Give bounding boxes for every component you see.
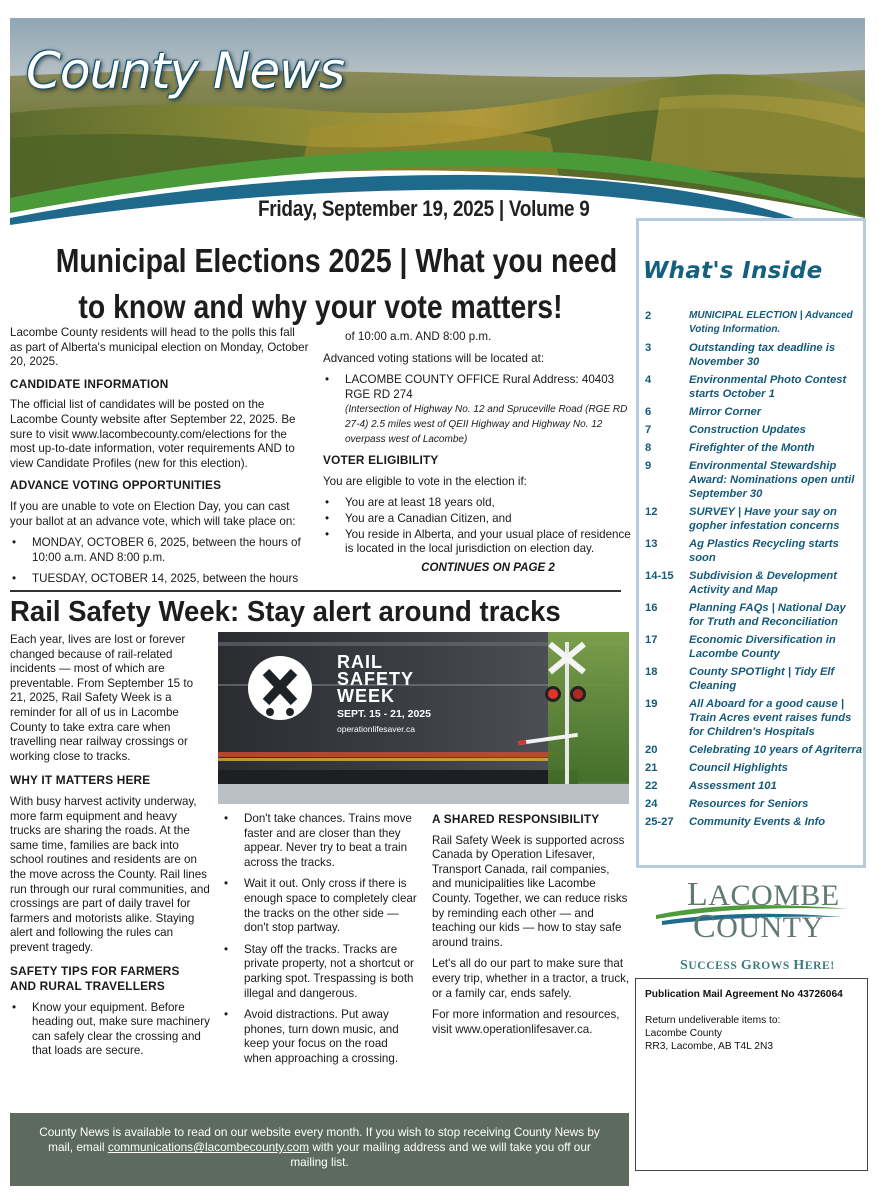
inside-item-page: 24 — [645, 798, 658, 810]
inside-item[interactable] — [645, 697, 863, 739]
inside-item-page: 16 — [645, 602, 658, 614]
rail-column-3 — [432, 812, 630, 1044]
inside-item-title: MUNICIPAL ELECTION | Advanced Voting Information. — [689, 310, 853, 335]
list-item: • You are at least 18 years old, — [323, 496, 631, 511]
advance-dates-list — [10, 536, 310, 587]
election-headline-line1: Municipal Elections 2025 | What you need — [55, 242, 618, 279]
inside-item[interactable] — [645, 761, 863, 775]
tips-list — [10, 1001, 210, 1059]
shared-heading: A SHARED RESPONSIBILITY — [432, 812, 600, 826]
inside-item-page: 21 — [645, 762, 658, 774]
logo-word-county — [693, 908, 824, 946]
shared-text-3: For more information and resources, visit www.operationlifesaver.ca. — [432, 1008, 620, 1036]
inside-item-page: 8 — [645, 442, 652, 454]
eligibility-heading: VOTER ELIGIBILITY — [323, 453, 439, 468]
inside-item-title: Outstanding tax deadline is November 30 — [689, 342, 836, 368]
election-headline — [10, 238, 630, 330]
inside-item[interactable] — [645, 405, 863, 419]
logo-initial-c: C — [693, 908, 717, 945]
inside-item[interactable] — [645, 633, 863, 661]
whats-inside-list — [645, 309, 863, 833]
inside-item[interactable] — [645, 743, 863, 757]
inside-item-title: Council Highlights — [689, 762, 788, 774]
inside-item-page: 19 — [645, 698, 658, 710]
masthead-title: County News — [26, 42, 345, 100]
advance-text: If you are unable to vote on Election Day, you can cast your ballot at an advance vote, which will take place on: — [10, 499, 296, 528]
inside-item-title: Ag Plastics Recycling starts soon — [689, 538, 839, 564]
inside-item-title: Economic Diversification in Lacombe County — [689, 634, 836, 660]
inside-item-title: Assessment 101 — [689, 780, 777, 792]
candidate-heading: CANDIDATE INFORMATION — [10, 376, 169, 391]
list-item — [323, 373, 631, 446]
inside-item-page: 4 — [645, 374, 652, 386]
return-label: Return undeliverable items to: — [645, 1015, 781, 1026]
inside-item[interactable] — [645, 569, 863, 597]
inside-item-page: 20 — [645, 744, 658, 756]
shared-text-1: Rail Safety Week is supported across Canada by Operation Lifesaver, Transport Canada, rail companies, and municipalities like Lacombe County. Together, we can reduce risks by reminding each other — and teaching our kids — how to stay safe around trains. — [432, 833, 628, 949]
list-item: • You are a Canadian Citizen, and — [323, 512, 631, 527]
station-address: LACOMBE COUNTY OFFICE Rural Address: 40403 RGE RD 274 — [345, 373, 615, 401]
rail-headline — [10, 592, 630, 632]
inside-item-title: Mirror Corner — [689, 406, 762, 418]
rail-logo-text — [337, 654, 414, 705]
election-column-2 — [323, 330, 631, 575]
subscription-footer — [10, 1113, 629, 1186]
candidate-text: The official list of candidates will be posted on the Lacombe County website after September 22, 2025. Be sure to visit www.lacombecounty.com/elections for the most up-to-date information, voter requirements AND to view Candidate Profiles (new for this election). — [10, 398, 296, 470]
shared-text-2: Let's all do our part to make sure that every trip, whether in a tractor, a truck, or a family car, ends safely. — [432, 957, 630, 1000]
inside-item[interactable] — [645, 665, 863, 693]
footer-text-after: with your mailing address and we will take you off our mailing list. — [290, 1140, 591, 1170]
inside-item-title: Community Events & Info — [689, 816, 826, 828]
rail-headline-text: Rail Safety Week: Stay alert around tracks — [10, 596, 561, 628]
inside-item-title: Firefighter of the Month — [689, 442, 815, 454]
list-item: • Know your equipment. Before heading out, make sure machinery can safely clear the crossing and that loads are secure. — [10, 1001, 210, 1059]
inside-item-page: 25-27 — [645, 816, 674, 828]
advance-dates-continued: of 10:00 a.m. AND 8:00 p.m. — [345, 330, 492, 343]
inside-item-title: Subdivision & Development Activity and Map — [689, 570, 837, 596]
continues-on-page-link: CONTINUES ON PAGE 2 — [421, 560, 555, 574]
inside-item[interactable] — [645, 537, 863, 565]
mail-agreement-number: Publication Mail Agreement No 43726064 — [645, 989, 843, 1000]
why-text: With busy harvest activity underway, more farm equipment and heavy trucks are sharing the roads. At the same time, families are back into school routines and residents are on the move across the County. Rail lines run through our rural communities, and crossings are part of daily travel for farmers and motorists alike. Staying alert and following the rules can prevent tragedy. — [10, 794, 210, 954]
inside-item[interactable] — [645, 601, 863, 629]
logo-rest-ounty: OUNTY — [716, 911, 824, 944]
election-column-1 — [10, 326, 310, 594]
inside-item-page: 18 — [645, 666, 658, 678]
tagline-g: G — [740, 958, 753, 973]
advance-heading: ADVANCE VOTING OPPORTUNITIES — [10, 478, 222, 493]
rail-safety-week-photo — [218, 632, 629, 804]
list-item: • TUESDAY, OCTOBER 14, 2025, between the hours — [10, 572, 310, 587]
inside-item-page: 9 — [645, 460, 652, 472]
election-intro: Lacombe County residents will head to the polls this fall as part of Alberta's municipal election on Monday, October 20, 2025. — [10, 326, 309, 369]
logo-rest-acombe: ACOMBE — [708, 879, 840, 912]
mailing-info-box — [635, 978, 868, 1171]
tips-heading — [10, 964, 210, 993]
issue-dateline: Friday, September 19, 2025 | Volume 9 — [258, 196, 590, 221]
stations-intro: Advanced voting stations will be located at: — [323, 351, 545, 365]
masthead — [10, 18, 865, 225]
list-item: • MONDAY, OCTOBER 6, 2025, between the hours of 10:00 a.m. AND 8:00 p.m. — [10, 536, 310, 565]
rail-logo-line3: WEEK — [337, 686, 395, 706]
tips-heading-line1: SAFETY TIPS FOR FARMERS — [10, 964, 180, 979]
list-item: • Stay off the tracks. Tracks are private property, not a shortcut or parking spot. Trespassing is both illegal and dangerous. — [222, 943, 418, 1001]
rail-column-2 — [222, 812, 418, 1074]
rail-logo-line1: RAIL — [337, 652, 383, 672]
eligibility-intro: You are eligible to vote in the election if: — [323, 474, 527, 488]
inside-item[interactable] — [645, 309, 863, 337]
inside-item[interactable] — [645, 505, 863, 533]
rail-logo-line2: SAFETY — [337, 669, 415, 689]
inside-item-title: Construction Updates — [689, 424, 806, 436]
tagline-uccess: UCCESS — [688, 960, 741, 972]
tagline-ere: ERE! — [804, 960, 835, 972]
rail-logo-dates: SEPT. 15 - 21, 2025 — [337, 708, 431, 720]
inside-item-page: 12 — [645, 506, 658, 518]
inside-item[interactable] — [645, 779, 863, 793]
inside-item[interactable] — [645, 373, 863, 401]
inside-item-page: 3 — [645, 342, 652, 354]
inside-item-page: 7 — [645, 424, 652, 436]
rail-column-1 — [10, 633, 210, 1066]
rail-logo-url: operationlifesaver.ca — [337, 724, 415, 734]
inside-item-title: Environmental Photo Contest starts October 1 — [689, 374, 847, 400]
eligibility-list — [323, 496, 631, 556]
inside-item-page: 2 — [645, 310, 652, 322]
inside-item[interactable] — [645, 341, 863, 369]
tips-heading-line2: AND RURAL TRAVELLERS — [10, 979, 165, 994]
inside-item[interactable] — [645, 815, 863, 829]
why-heading: WHY IT MATTERS HERE — [10, 773, 151, 788]
inside-item-title: Celebrating 10 years of Agriterra — [689, 744, 863, 756]
return-address: RR3, Lacombe, AB T4L 2N3 — [645, 1041, 773, 1052]
inside-item-title: SURVEY | Have your say on gopher infestation concerns — [689, 506, 840, 532]
inside-item-title: County SPOTlight | Tidy Elf Cleaning — [689, 666, 835, 692]
inside-item-title: Resources for Seniors — [689, 798, 809, 810]
inside-item-page: 6 — [645, 406, 652, 418]
inside-item[interactable] — [645, 423, 863, 437]
inside-item-page: 13 — [645, 538, 658, 550]
whats-inside-title: What's Inside — [643, 258, 823, 284]
logo-tagline — [680, 958, 835, 974]
inside-item[interactable] — [645, 459, 863, 501]
return-org: Lacombe County — [645, 1028, 723, 1039]
inside-item-title: Planning FAQs | National Day for Truth and Reconciliation — [689, 602, 846, 628]
inside-item-title: Environmental Stewardship Award: Nominations open until September 30 — [689, 460, 855, 500]
inside-item-title: All Aboard for a good cause | Train Acres event raises funds for Children's Hospitals — [689, 698, 852, 738]
list-item: • Avoid distractions. Put away phones, turn down music, and keep your focus on the road when approaching a crossing. — [222, 1008, 418, 1066]
list-item: • You reside in Alberta, and your usual place of residence is located in the local jurisdiction on election day. — [323, 528, 631, 557]
inside-item-page: 17 — [645, 634, 658, 646]
tagline-h: H — [793, 958, 805, 973]
stations-list — [323, 373, 631, 446]
footer-text-before: County News is available to read on our website every month. If you wish to stop receiving County News by mail, email — [39, 1125, 600, 1155]
tips-list-continued — [222, 812, 418, 1067]
station-directions: (Intersection of Highway No. 12 and Spruceville Road (RGE RD 27-4) 2.5 miles west of QEII Highway and Highway No. 12 overpass west of Lacombe) — [345, 404, 628, 445]
unsubscribe-email-link[interactable]: communications@lacombecounty.com — [107, 1140, 310, 1155]
inside-item[interactable] — [645, 441, 863, 455]
election-headline-line2: to know and why your vote matters! — [77, 288, 563, 325]
inside-item[interactable] — [645, 797, 863, 811]
inside-item-page: 14-15 — [645, 570, 674, 582]
logo-initial-l: L — [687, 876, 709, 913]
tagline-rows: ROWS — [752, 960, 794, 972]
list-item: • Don't take chances. Trains move faster and are closer than they appear. Never try to beat a train across the tracks. — [222, 812, 418, 870]
tagline-s: S — [680, 958, 689, 973]
rail-intro: Each year, lives are lost or forever changed because of rail-related incidents — most of which are preventable. From September 15 to 21, 2025, Rail Safety Week is a reminder for all of us in Lacombe County to take extra care when travelling near railway crossings or working close to tracks. — [10, 633, 194, 763]
list-item: • Wait it out. Only cross if there is enough space to completely clear the tracks on the other side — don't stop partway. — [222, 877, 418, 935]
inside-item-page: 22 — [645, 780, 658, 792]
